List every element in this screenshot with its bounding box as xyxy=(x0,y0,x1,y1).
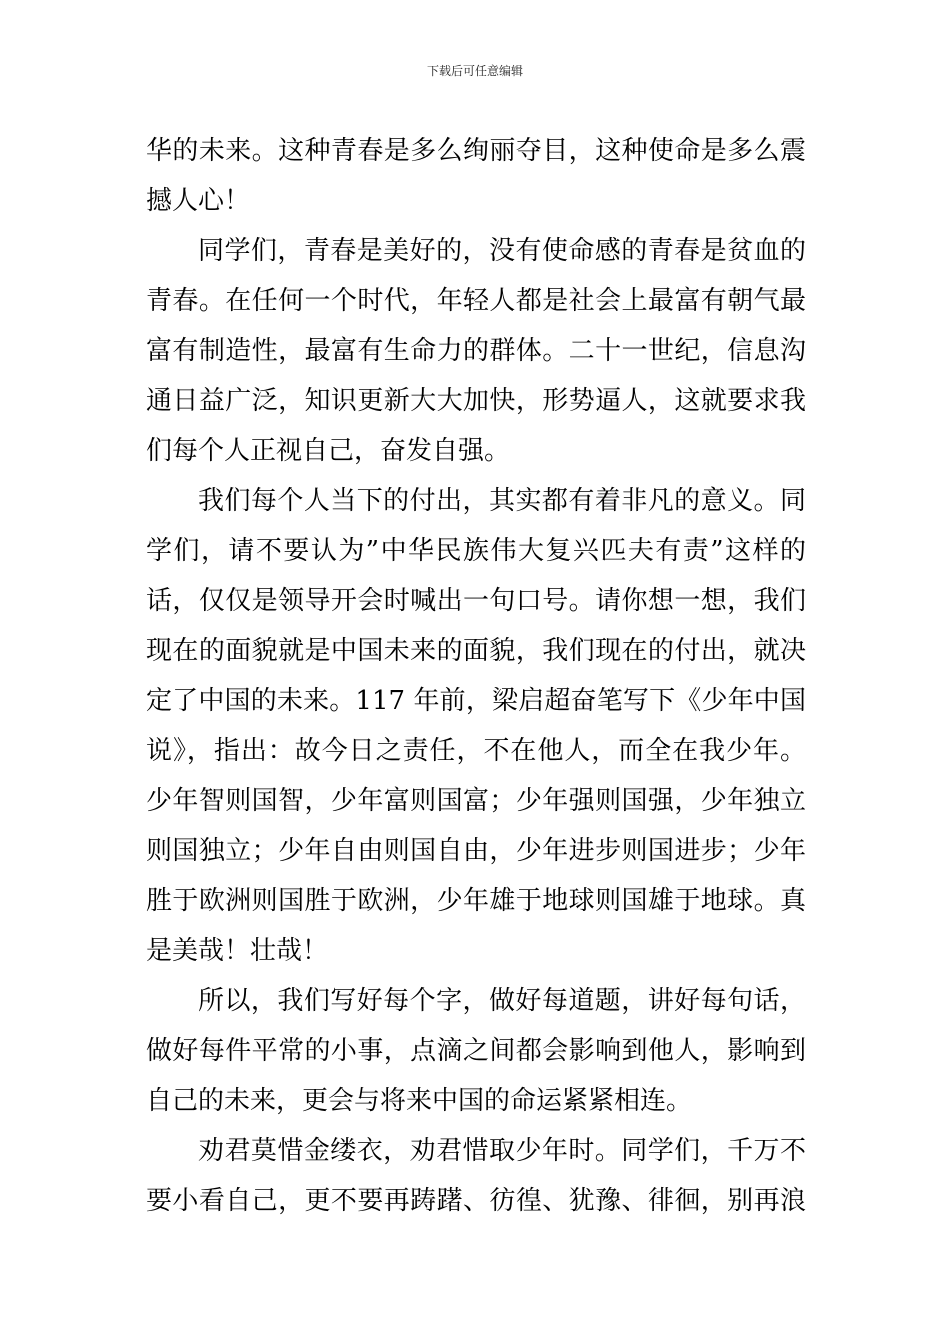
page-header: 下载后可任意编辑 xyxy=(426,64,523,78)
text-line: 劝君莫惜金缕衣，劝君惜取少年时。同学们，千万不 xyxy=(198,1136,806,1166)
text-line: 要小看自己，更不要再踌躇、彷徨、犹豫、徘徊，别再浪 xyxy=(146,1186,806,1216)
text-line: 胜于欧洲则国胜于欧洲，少年雄于地球则国雄于地球。真 xyxy=(146,886,806,916)
text-line: 现在的面貌就是中国未来的面貌，我们现在的付出，就决 xyxy=(146,636,806,666)
text-line: 话，仅仅是领导开会时喊出一句口号。请你想一想，我们 xyxy=(146,586,806,616)
text-line: 说》，指出：故今日之责任，不在他人，而全在我少年。 xyxy=(146,736,806,766)
text-line: 同学们，青春是美好的，没有使命感的青春是贫血的 xyxy=(198,236,806,266)
text-line: 自己的未来，更会与将来中国的命运紧紧相连。 xyxy=(146,1086,693,1116)
text-line: 则国独立；少年自由则国自由，少年进步则国进步；少年 xyxy=(146,836,806,866)
text-line: 们每个人正视自己，奋发自强。 xyxy=(146,436,511,466)
text-line: 是美哉！壮哉！ xyxy=(146,936,329,966)
text-line: 青春。在任何一个时代，年轻人都是社会上最富有朝气最 xyxy=(146,286,806,316)
document-body xyxy=(146,126,806,1226)
text-line: 定了中国的未来。117 年前，梁启超奋笔写下《少年中国 xyxy=(146,686,806,716)
text-line: 撼人心！ xyxy=(146,186,251,216)
text-line: 华的未来。这种青春是多么绚丽夺目，这种使命是多么震 xyxy=(146,136,806,166)
text-line: 少年智则国智，少年富则国富；少年强则国强，少年独立 xyxy=(146,786,806,816)
text-line: 做好每件平常的小事，点滴之间都会影响到他人，影响到 xyxy=(146,1036,806,1066)
text-line: 所以，我们写好每个字，做好每道题，讲好每句话， xyxy=(198,986,806,1016)
text-line: 通日益广泛，知识更新大大加快，形势逼人，这就要求我 xyxy=(146,386,806,416)
text-line: 富有制造性，最富有生命力的群体。二十一世纪，信息沟 xyxy=(146,336,806,366)
text-line: 学们，请不要认为”中华民族伟大复兴匹夫有责”这样的 xyxy=(146,536,806,566)
text-line: 我们每个人当下的付出，其实都有着非凡的意义。同 xyxy=(198,486,806,516)
